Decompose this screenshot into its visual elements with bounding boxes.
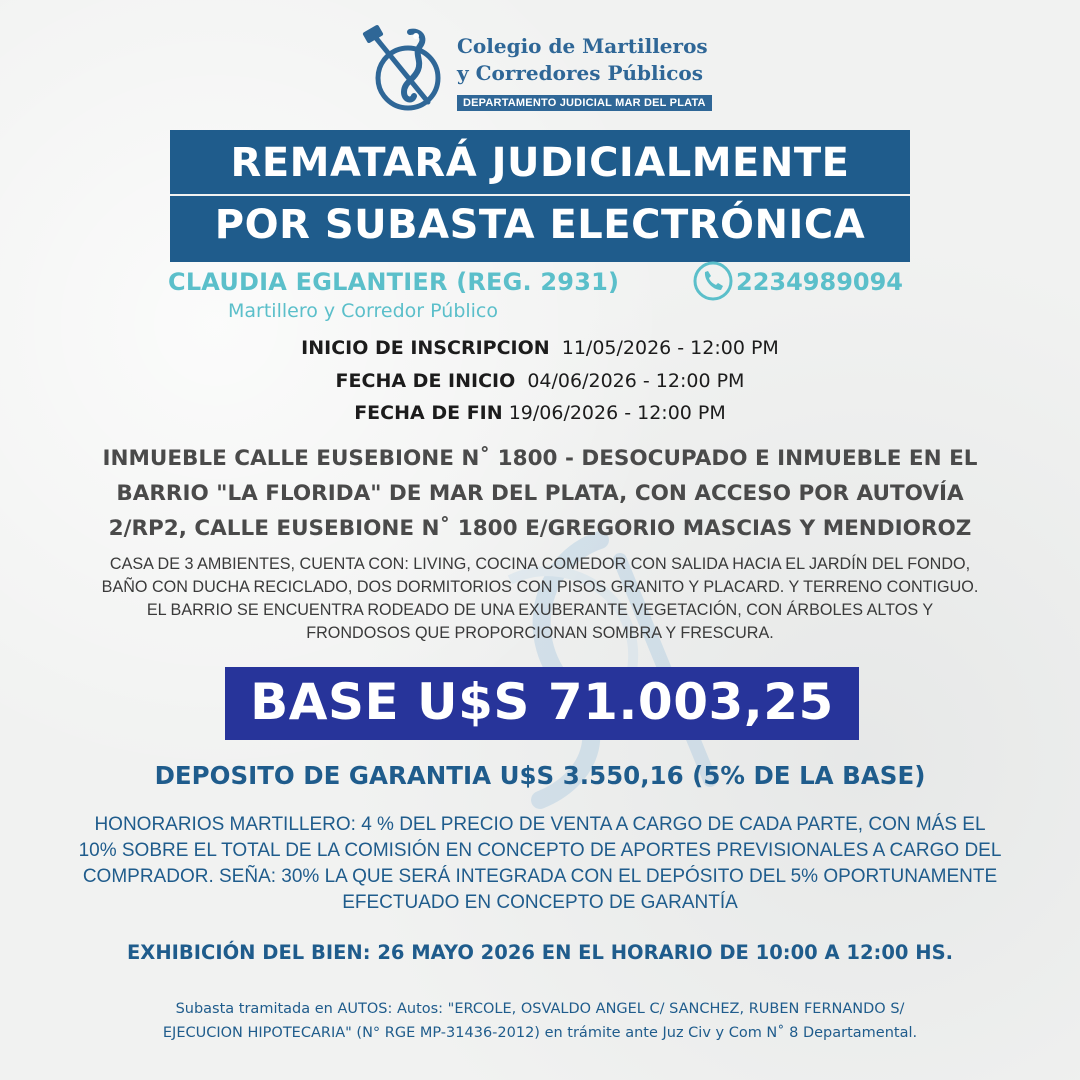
property-line: 2/RP2, CALLE EUSEBIONE N˚ 1800 E/GREGORIO MASCIAS Y MENDIOROZ [108, 516, 972, 541]
property-description [50, 553, 1030, 645]
date-label: FECHA DE INICIO [335, 370, 516, 392]
base-price-box [225, 667, 859, 740]
fees-line: HONORARIOS MARTILLERO: 4 % DEL PRECIO DE VENTA A CARGO DE CADA PARTE, CON MÁS EL [94, 814, 986, 835]
date-value: 11/05/2026 - 12:00 PM [561, 337, 779, 359]
logo-title-line1: Colegio de Martilleros [457, 34, 708, 58]
phone-icon [692, 260, 734, 302]
date-label: INICIO DE INSCRIPCION [301, 337, 550, 359]
deposit-guarantee: DEPOSITO DE GARANTIA U$S 3.550,16 (5% DE LA BASE) [154, 761, 926, 790]
property-line: INMUEBLE CALLE EUSEBIONE N˚ 1800 - DESOCUPADO E INMUEBLE EN EL [102, 446, 978, 471]
date-label: FECHA DE FIN [354, 402, 503, 424]
date-value: 04/06/2026 - 12:00 PM [527, 370, 745, 392]
logo-department: DEPARTAMENTO JUDICIAL MAR DEL PLATA [457, 95, 712, 111]
logo-title-line2: y Corredores Públicos [457, 61, 703, 85]
property-heading [40, 441, 1040, 546]
fees-line: COMPRADOR. SEÑA: 30% LA QUE SERÁ INTEGRADA CON EL DEPÓSITO DEL 5% OPORTUNAMENTE [82, 866, 998, 887]
date-row-start [0, 370, 1080, 392]
agent-phone[interactable]: 2234989094 [736, 268, 903, 296]
description-line: EL BARRIO SE ENCUENTRA RODEADO DE UNA EXUBERANTE VEGETACIÓN, CON ÁRBOLES ALTOS Y [146, 601, 934, 619]
case-line: EJECUCION HIPOTECARIA" (N° RGE MP-31436-2012) en trámite ante Juz Civ y Com N˚ 8 Departamental. [162, 1025, 918, 1041]
banner-divider [170, 194, 910, 196]
banner-line2: POR SUBASTA ELECTRÓNICA [214, 202, 866, 248]
case-reference [40, 997, 1040, 1045]
base-price: BASE U$S 71.003,25 [250, 673, 834, 731]
banner-line1: REMATARÁ JUDICIALMENTE [230, 140, 850, 186]
date-row-inscription [0, 337, 1080, 359]
property-line: BARRIO "LA FLORIDA" DE MAR DEL PLATA, CON ACCESO POR AUTOVÍA [116, 481, 964, 506]
hammer-seahorse-logo-icon [358, 22, 450, 114]
fees-text [40, 812, 1040, 916]
exhibition-date: EXHIBICIÓN DEL BIEN: 26 MAYO 2026 EN EL HORARIO DE 10:00 A 12:00 HS. [126, 941, 954, 964]
agent-name: CLAUDIA EGLANTIER (REG. 2931) [168, 268, 620, 296]
title-banner [170, 130, 910, 262]
description-line: CASA DE 3 AMBIENTES, CUENTA CON: LIVING, COCINA COMEDOR CON SALIDA HACIA EL JARDÍN DEL FONDO, [109, 555, 971, 573]
date-row-end [0, 402, 1080, 424]
fees-line: EFECTUADO EN CONCEPTO DE GARANTÍA [342, 892, 738, 913]
agent-title: Martillero y Corredor Público [228, 300, 499, 322]
date-value: 19/06/2026 - 12:00 PM [508, 402, 726, 424]
description-line: FRONDOSOS QUE PROPORCIONAN SOMBRA Y FRESCURA. [306, 624, 774, 642]
fees-line: 10% SOBRE EL TOTAL DE LA COMISIÓN EN CONCEPTO DE APORTES PREVISIONALES A CARGO DEL [78, 840, 1002, 861]
description-line: BAÑO CON DUCHA RECICLADO, DOS DORMITORIOS CON PISOS GRANITO Y PLACARD. Y TERRENO CONTIGUO. [101, 578, 979, 596]
case-line: Subasta tramitada en AUTOS: Autos: "ERCOLE, OSVALDO ANGEL C/ SANCHEZ, RUBEN FERNANDO S/ [175, 1001, 905, 1017]
